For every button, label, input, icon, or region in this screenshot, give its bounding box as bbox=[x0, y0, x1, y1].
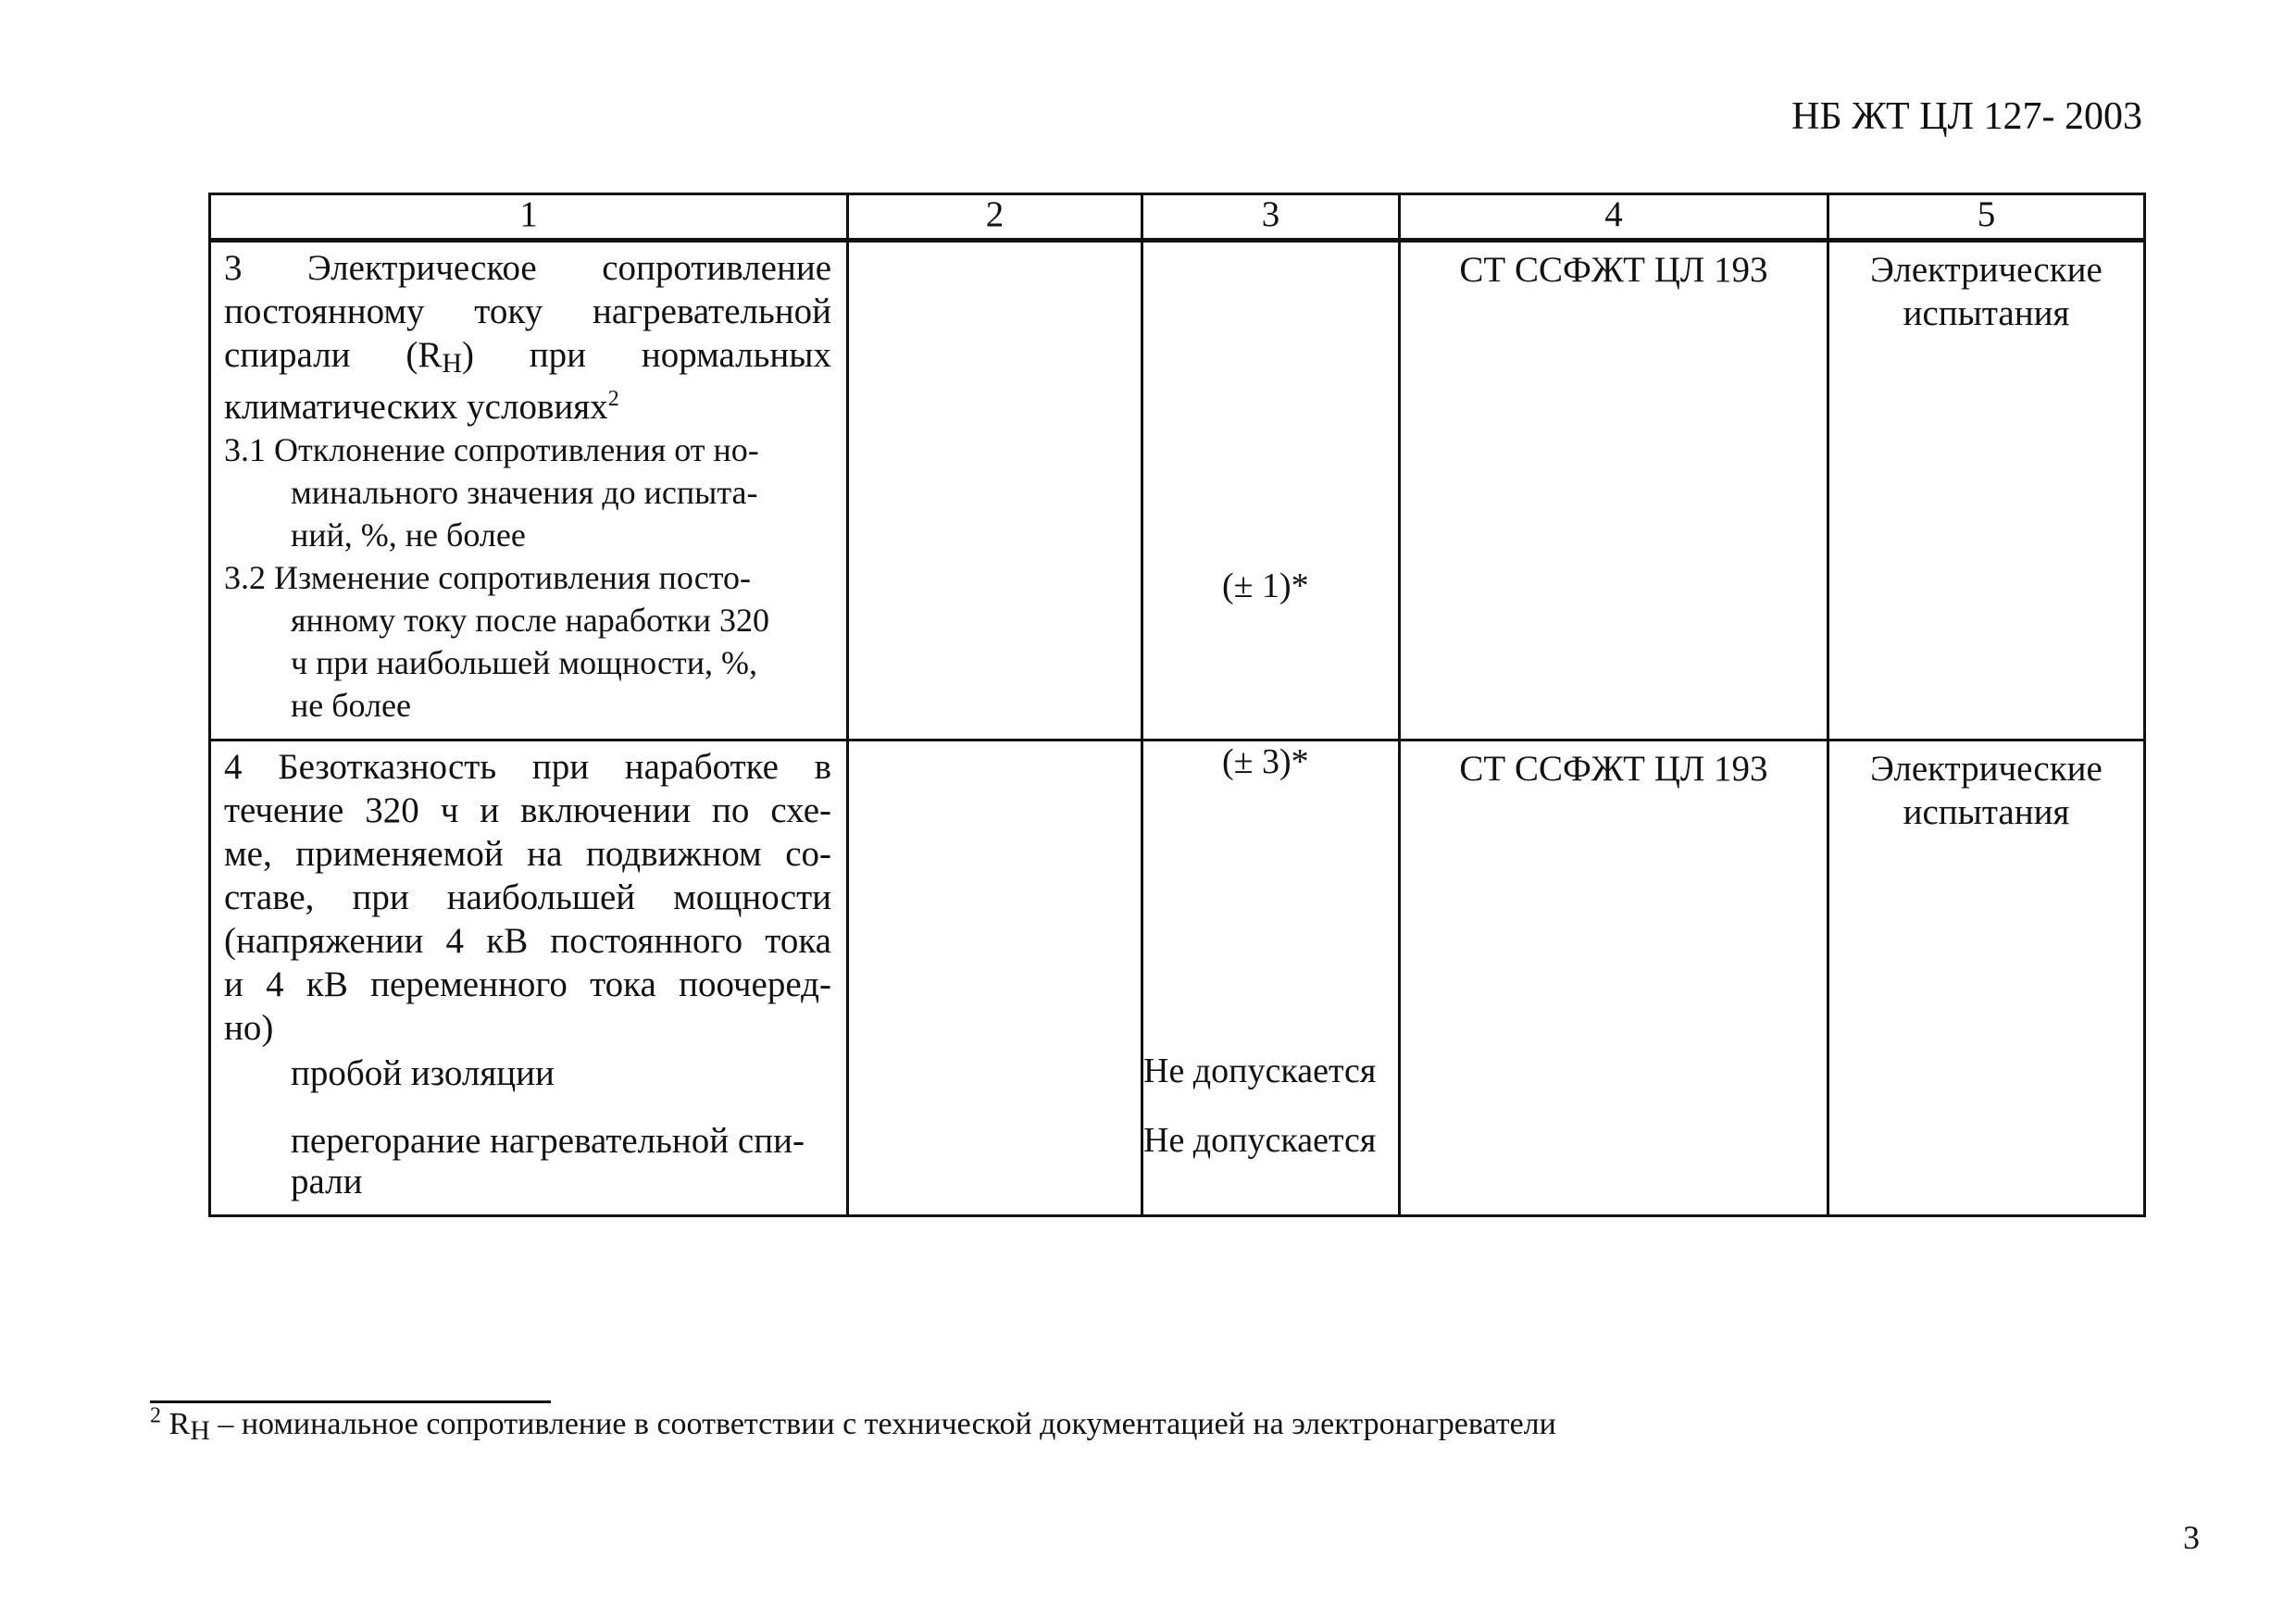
item-line: 3.2 Изменение сопротивления посто- bbox=[224, 559, 751, 596]
value-spiral: Не допускается bbox=[1143, 1121, 1377, 1160]
column-header-5: 5 bbox=[1828, 194, 2145, 241]
description-line: 4 Безотказность при наработке в bbox=[224, 747, 831, 787]
item-insulation-breakdown: пробой изоляции bbox=[291, 1053, 555, 1093]
column-header-3: 3 bbox=[1142, 194, 1400, 241]
test-type-line: Электрические bbox=[1870, 250, 2103, 290]
description-text: климатических условиях bbox=[224, 387, 608, 427]
test-type-line: испытания bbox=[1903, 293, 2070, 333]
document-code: НБ ЖТ ЦЛ 127- 2003 bbox=[1791, 95, 2142, 138]
footnote-subscript: Н bbox=[190, 1415, 210, 1446]
table-row bbox=[210, 741, 2145, 1216]
item-line: янному току после наработки 320 bbox=[291, 602, 770, 639]
footnote-symbol: R bbox=[168, 1407, 191, 1441]
description-line bbox=[224, 385, 831, 429]
column-header-1: 1 bbox=[210, 194, 848, 241]
description-line: 3 Электрическое сопротивление bbox=[224, 248, 831, 288]
item-3-2 bbox=[224, 556, 831, 727]
description-line: (напряжении 4 кВ постоянного тока bbox=[224, 921, 831, 961]
description-text: спирали (R bbox=[224, 335, 443, 375]
footnote bbox=[150, 1403, 1556, 1447]
item-line: рали bbox=[291, 1162, 363, 1201]
description-line: ставе, при наибольшей мощности bbox=[224, 877, 831, 917]
test-type-line: испытания bbox=[1903, 792, 2070, 832]
row-3-col-2 bbox=[848, 241, 1142, 741]
row-3-values bbox=[1142, 241, 1400, 781]
description-line: ме, применяемой на подвижном со- bbox=[224, 834, 831, 874]
description-line: постоянному току нагревательной bbox=[224, 292, 831, 331]
item-spiral-burnout: перегорание нагревательной спи- bbox=[291, 1121, 805, 1161]
resistance-subscript: Н bbox=[442, 348, 463, 379]
description-line bbox=[224, 333, 831, 385]
row-3-test-type bbox=[1828, 241, 2145, 741]
table-row bbox=[210, 241, 2145, 741]
specification-table bbox=[208, 193, 2146, 1217]
row-4-test-type bbox=[1828, 741, 2145, 1216]
row-3-method: СТ ССФЖТ ЦЛ 193 bbox=[1400, 241, 1828, 741]
row-4-values bbox=[1142, 741, 1400, 1216]
description-text: ) при нормальных bbox=[462, 335, 831, 375]
row-4-description bbox=[210, 741, 848, 1216]
footnote-divider bbox=[150, 1400, 551, 1403]
value-3-2: (± 3)* bbox=[1222, 742, 1309, 781]
column-header-2: 2 bbox=[848, 194, 1142, 241]
footnote-reference: 2 bbox=[607, 387, 619, 411]
column-header-4: 4 bbox=[1400, 194, 1828, 241]
row-4-col-2 bbox=[848, 741, 1142, 1216]
table-header-row bbox=[210, 194, 2145, 241]
item-line: минального значения до испыта- bbox=[291, 474, 758, 511]
footnote-text: – номинальное сопротивление в соответствии с технической документацией на электронагреватели bbox=[209, 1407, 1556, 1441]
row-4-method: СТ ССФЖТ ЦЛ 193 bbox=[1400, 741, 1828, 1216]
footnote-mark: 2 bbox=[150, 1403, 161, 1428]
item-line: 3.1 Отклонение сопротивления от но- bbox=[224, 431, 759, 468]
value-3-1: (± 1)* bbox=[1222, 566, 1309, 605]
test-type-line: Электрические bbox=[1870, 749, 2103, 789]
value-insulation: Не допускается bbox=[1143, 1052, 1377, 1090]
item-line: не более bbox=[291, 687, 412, 724]
description-line: и 4 кВ переменного тока поочеред- bbox=[224, 965, 831, 1004]
item-line: ч при наибольшей мощности, %, bbox=[291, 644, 757, 681]
item-3-1 bbox=[224, 429, 831, 556]
description-line: течение 320 ч и включении по схе- bbox=[224, 790, 831, 830]
row-3-description bbox=[210, 241, 848, 741]
description-line: но) bbox=[224, 1008, 274, 1048]
page-number: 3 bbox=[2183, 1519, 2200, 1556]
item-line: ний, %, не более bbox=[291, 517, 526, 554]
